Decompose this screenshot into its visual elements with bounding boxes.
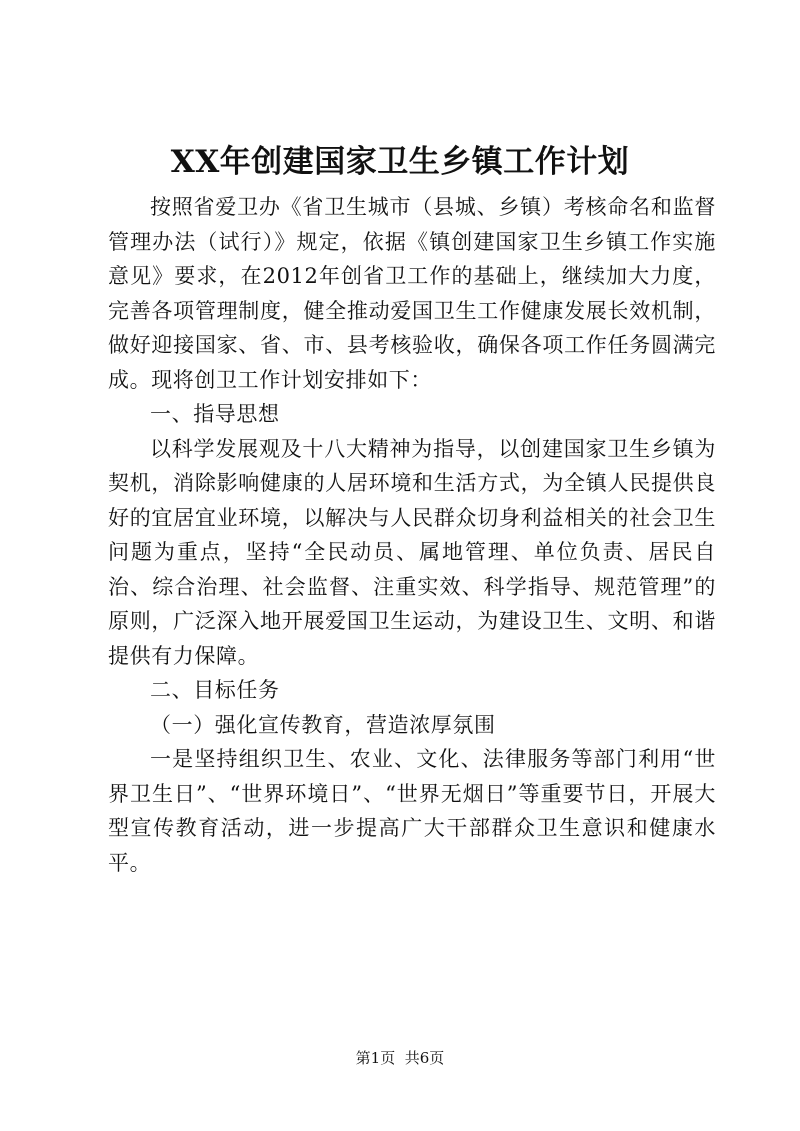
- page-footer: [0, 1048, 800, 1068]
- intro-paragraph: 按照省爱卫办《省卫生城市（县城、乡镇）考核命名和监督管理办法（试行）》规定，依据《镇创建国家卫生乡镇工作实施意见》要求，在2012年创省卫工作的基础上，继续加大力度，完善各项管理制度，健全推动爱国卫生工作健康发展长效机制，做好迎接国家、省、市、县考核验收，确保各项工作任务圆满完成。现将创卫工作计划安排如下：: [108, 195, 716, 392]
- total-pages: 共6页: [404, 1049, 445, 1067]
- guiding-ideology-paragraph: 以科学发展观及十八大精神为指导，以创建国家卫生乡镇为契机，消除影响健康的人居环境和生活方式，为全镇人民提供良好的宜居宜业环境，以解决与人民群众切身利益相关的社会卫生问题为重点，坚持“全民动员、属地管理、单位负责、居民自治、综合治理、社会监督、注重实效、科学指导、规范管理”的原则，广泛深入地开展爱国卫生运动，为建设卫生、文明、和谐提供有力保障。: [108, 436, 716, 668]
- subsection-heading-publicity: （一）强化宣传教育，营造浓厚氛围: [150, 712, 496, 737]
- publicity-paragraph: 一是坚持组织卫生、农业、文化、法律服务等部门利用“世界卫生日”、“世界环境日”、“世界无烟日”等重要节日，开展大型宣传教育活动，进一步提高广大干部群众卫生意识和健康水平。: [108, 747, 716, 875]
- document-body: [108, 190, 716, 880]
- section-heading-guiding-ideology: 一、指导思想: [150, 402, 280, 426]
- section-heading-goals: 二、目标任务: [150, 678, 280, 702]
- document-title: XX年创建国家卫生乡镇工作计划: [170, 144, 630, 180]
- page-number: 第1页: [355, 1049, 396, 1067]
